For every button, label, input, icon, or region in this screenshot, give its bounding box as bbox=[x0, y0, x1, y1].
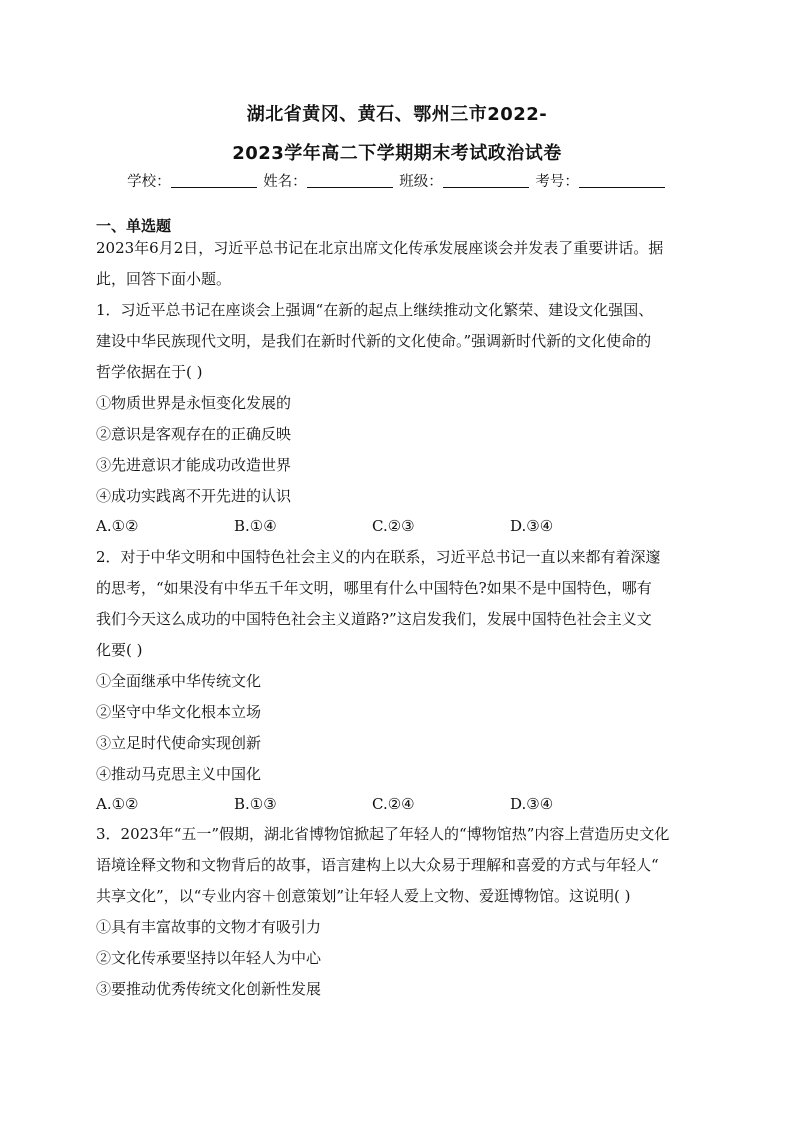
school-label: 学校： bbox=[127, 174, 171, 190]
question-2-stem: 我们今天这么成功的中国特色社会主义道路?”这启发我们，发展中国特色社会主义文 bbox=[96, 610, 652, 628]
question-1-stem: 1．习近平总书记在座谈会上强调“在新的起点上继续推动文化繁荣、建设文化强国、 bbox=[96, 301, 654, 319]
name-label: 姓名： bbox=[263, 174, 307, 190]
class-label: 班级： bbox=[399, 174, 443, 190]
exam-number-label: 考号： bbox=[535, 174, 579, 190]
question-2-item: ①全面继承中华传统文化 bbox=[96, 672, 262, 690]
option-b[interactable]: B.①③ bbox=[234, 795, 277, 813]
option-c[interactable]: C.②③ bbox=[372, 517, 415, 535]
material-line: 此，回答下面小题。 bbox=[96, 270, 232, 288]
exam-number-blank bbox=[579, 173, 665, 188]
option-a[interactable]: A.①② bbox=[96, 795, 139, 813]
section-title: 一、单选题 bbox=[96, 217, 172, 235]
option-a[interactable]: A.①② bbox=[96, 517, 139, 535]
student-info-row bbox=[0, 170, 794, 191]
question-1-stem: 建设中华民族现代文明，是我们在新时代新的文化使命。”强调新时代新的文化使命的 bbox=[96, 332, 652, 350]
question-1-item: ④成功实践离不开先进的认识 bbox=[96, 487, 292, 505]
school-blank bbox=[171, 173, 257, 188]
exam-title-line-2: 2023学年高二下学期期末考试政治试卷 bbox=[232, 143, 562, 164]
option-d[interactable]: D.③④ bbox=[510, 795, 554, 813]
question-3-item: ①具有丰富故事的文物才有吸引力 bbox=[96, 918, 322, 936]
question-2-item: ④推动马克思主义中国化 bbox=[96, 765, 262, 783]
question-3-stem: 语境诠释文物和文物背后的故事，语言建构上以大众易于理解和喜爱的方式与年轻人“ bbox=[96, 856, 659, 874]
school-field bbox=[127, 170, 259, 191]
option-b[interactable]: B.①④ bbox=[234, 517, 277, 535]
question-1-options bbox=[96, 517, 696, 537]
exam-title-line-1: 湖北省黄冈、黄石、鄂州三市2022- bbox=[246, 104, 548, 125]
question-1-stem: 哲学依据在于( ) bbox=[96, 363, 203, 381]
class-blank bbox=[443, 173, 529, 188]
question-1-item: ①物质世界是永恒变化发展的 bbox=[96, 394, 292, 412]
question-1-item: ③先进意识才能成功改造世界 bbox=[96, 456, 292, 474]
question-3-stem: 3．2023年“五一”假期，湖北省博物馆掀起了年轻人的“博物馆热”内容上营造历史文化 bbox=[96, 825, 670, 843]
question-2-stem: 2．对于中华文明和中国特色社会主义的内在联系，习近平总书记一直以来都有着深邃 bbox=[96, 548, 661, 566]
question-2-stem: 化要( ) bbox=[96, 641, 143, 659]
option-d[interactable]: D.③④ bbox=[510, 517, 554, 535]
name-field bbox=[263, 170, 395, 191]
question-2-item: ③立足时代使命实现创新 bbox=[96, 734, 262, 752]
class-field bbox=[399, 170, 531, 191]
option-c[interactable]: C.②④ bbox=[372, 795, 415, 813]
material-line: 2023年6月2日，习近平总书记在北京出席文化传承发展座谈会并发表了重要讲话。据 bbox=[96, 239, 664, 257]
question-1-item: ②意识是客观存在的正确反映 bbox=[96, 425, 292, 443]
question-2-stem: 的思考，“如果没有中华五千年文明，哪里有什么中国特色?如果不是中国特色，哪有 bbox=[96, 579, 652, 597]
question-3-stem: 共享文化”，以“专业内容＋创意策划”让年轻人爱上文物、爱逛博物馆。这说明( ) bbox=[96, 887, 631, 905]
question-3-item: ③要推动优秀传统文化创新性发展 bbox=[96, 980, 322, 998]
question-2-options bbox=[96, 795, 696, 815]
name-blank bbox=[307, 173, 393, 188]
question-2-item: ②坚守中华文化根本立场 bbox=[96, 703, 262, 721]
exam-number-field bbox=[535, 170, 667, 191]
question-3-item: ②文化传承要坚持以年轻人为中心 bbox=[96, 949, 322, 967]
